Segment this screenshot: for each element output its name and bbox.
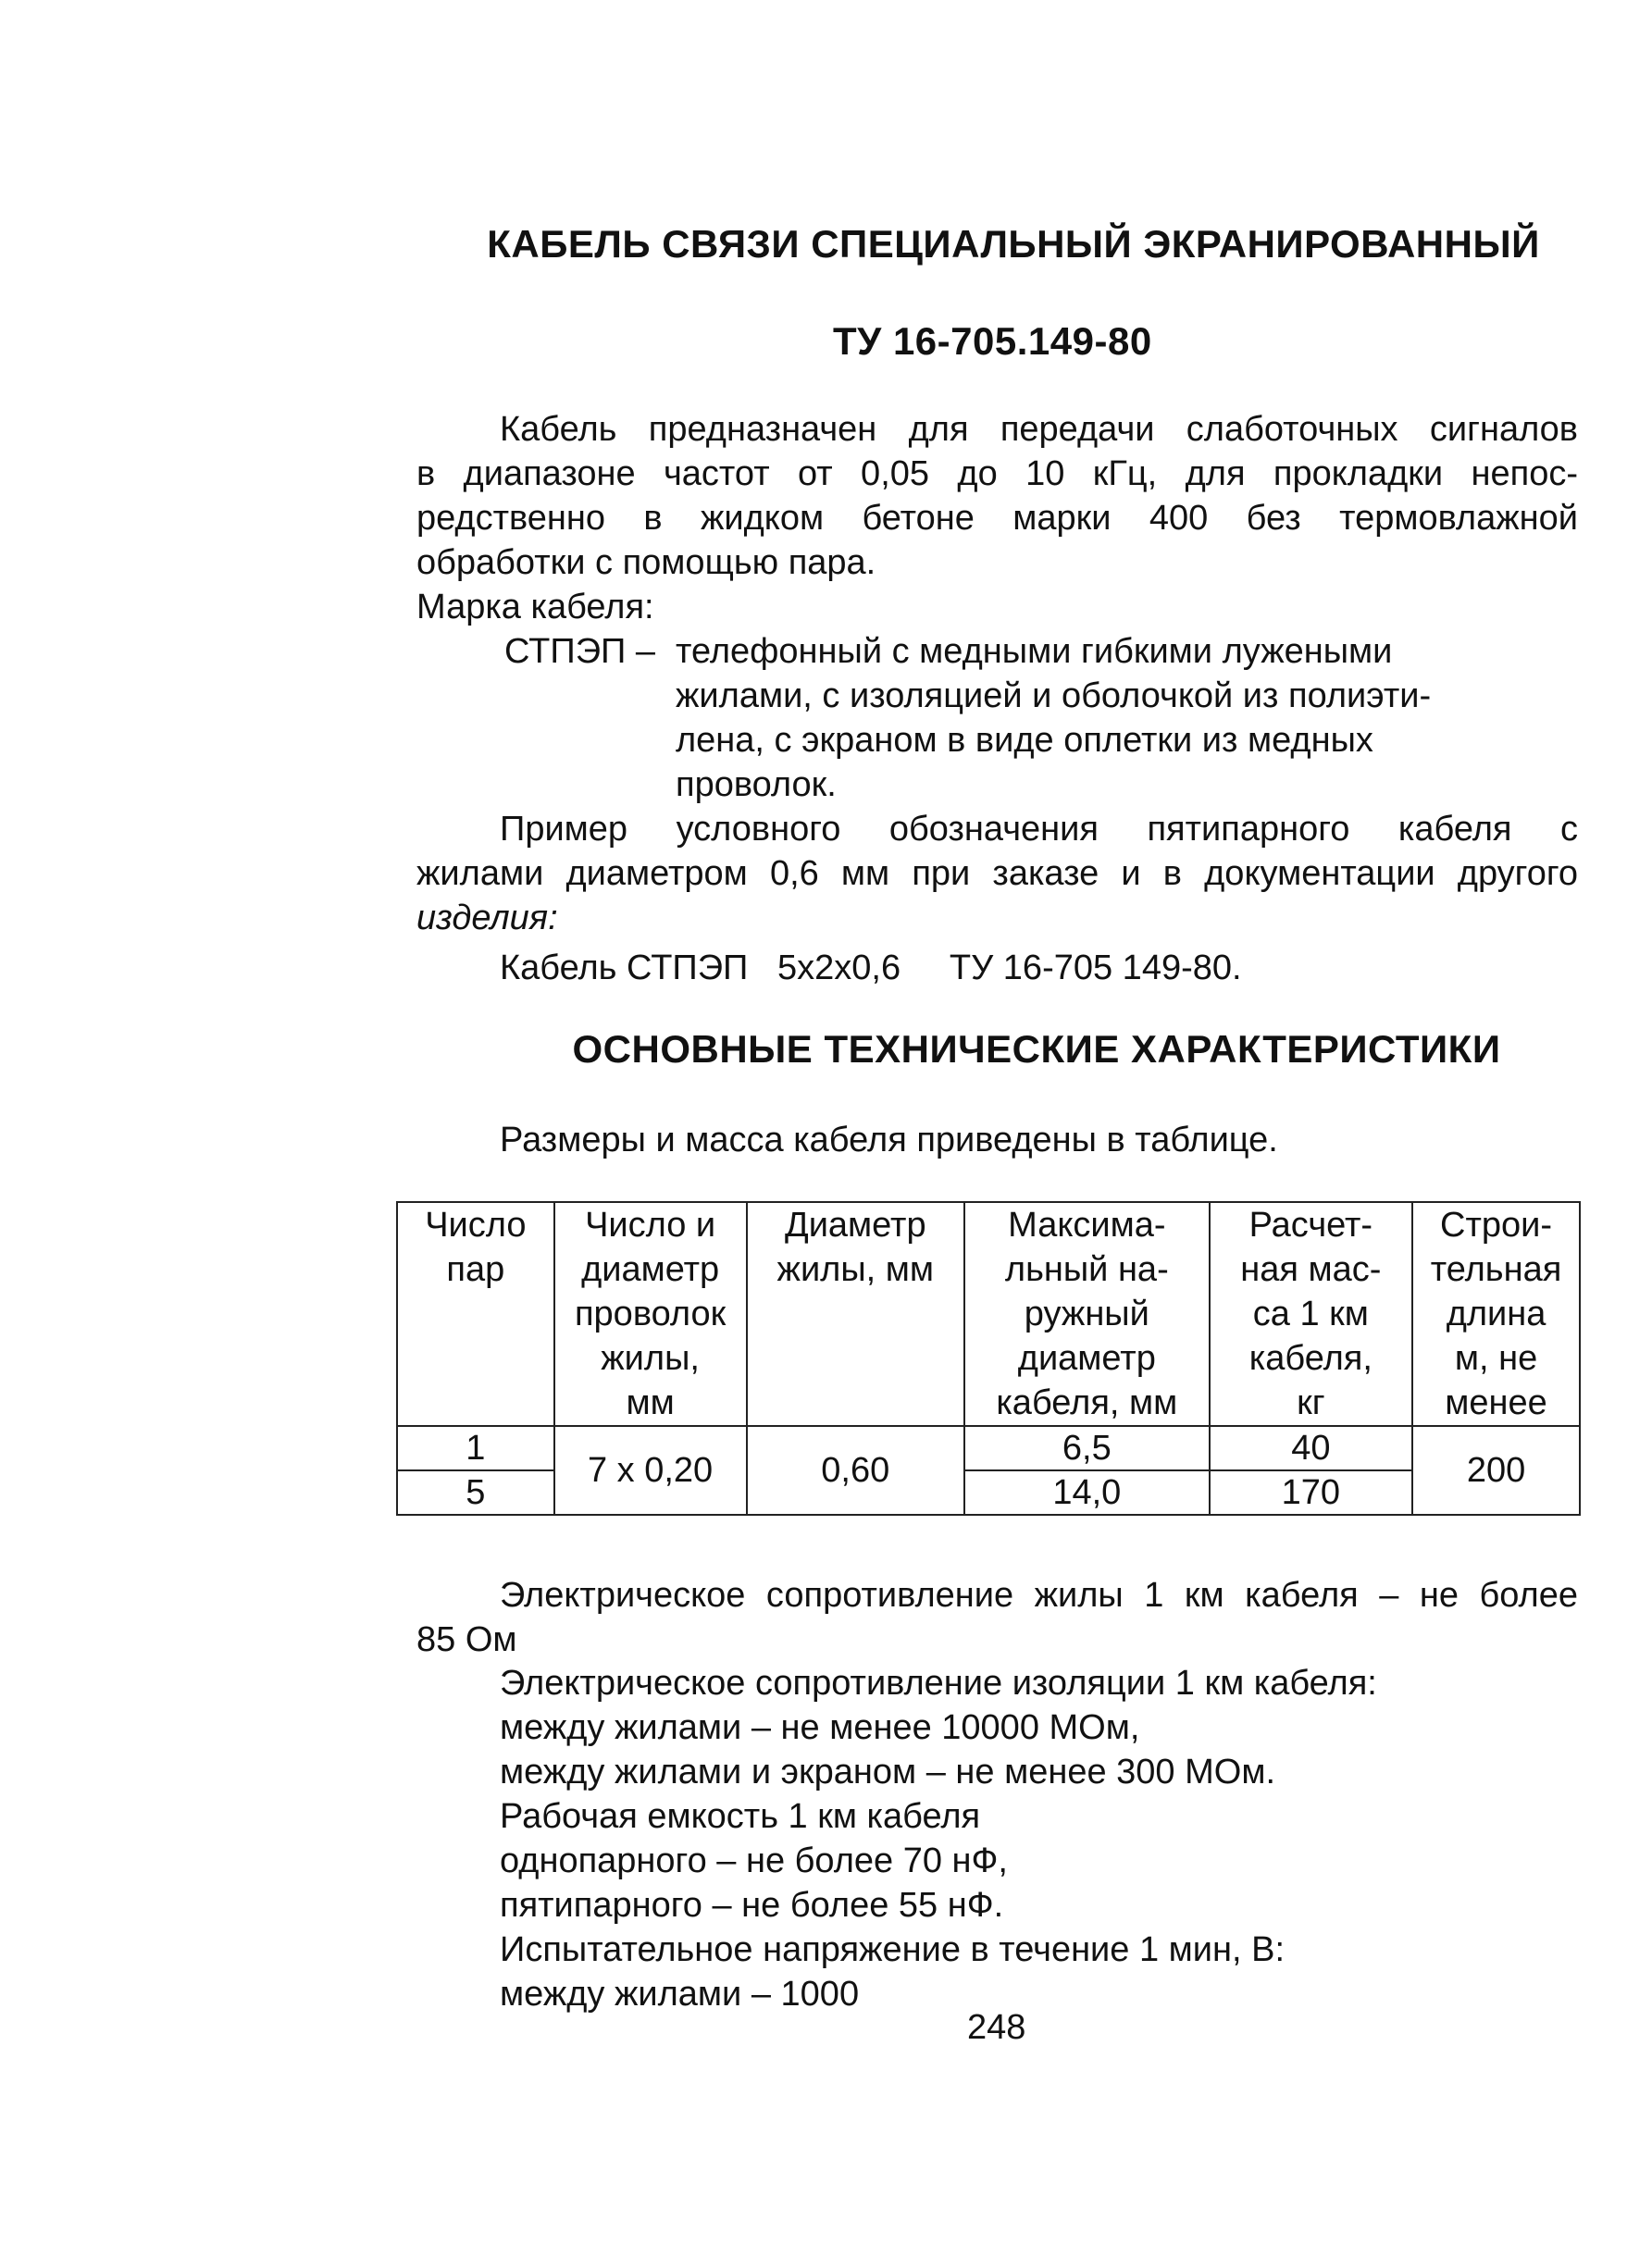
spec-line: Электрическое сопротивление изоляции 1 км кабеля:: [500, 1664, 1377, 1703]
spec-line: Испытательное напряжение в течение 1 мин, В:: [500, 1930, 1286, 1969]
spec-line: между жилами – 1000: [500, 1975, 860, 2014]
resistance-line: 85 Ом: [416, 1620, 517, 1659]
column-header-mass: Расчет- ная мас- са 1 км кабеля, кг: [1210, 1202, 1413, 1426]
intro-paragraph: [416, 407, 1578, 585]
cell-mass: 170: [1210, 1470, 1413, 1515]
page-number: 248: [967, 2008, 1026, 2047]
document-heading: КАБЕЛЬ СВЯЗИ СПЕЦИАЛЬНЫЙ ЭКРАНИРОВАННЫЙ: [487, 222, 1540, 266]
mark-desc-line: жилами, с изоляцией и оболочкой из полиэти-: [676, 676, 1432, 715]
table-row: [397, 1426, 1580, 1470]
cell-outer-diameter: 14,0: [964, 1470, 1210, 1515]
cell-core-diameter: 0,60: [747, 1426, 965, 1515]
resistance-paragraph: [416, 1573, 1578, 1662]
column-header-length: Строи- тельная длина м, не менее: [1412, 1202, 1580, 1426]
mark-desc-line: проволок.: [676, 765, 837, 804]
spec-number: ТУ 16-705.149-80: [833, 319, 1152, 363]
spec-line: Рабочая емкость 1 км кабеля: [500, 1797, 981, 1836]
spec-line: однопарного – не более 70 нФ,: [500, 1841, 1008, 1880]
mark-desc-line: телефонный с медными гибкими лужеными: [676, 632, 1393, 671]
section-title: ОСНОВНЫЕ ТЕХНИЧЕСКИЕ ХАРАКТЕРИСТИКИ: [572, 1027, 1501, 1071]
column-header-outer-diameter: Максима- льный на- ружный диаметр кабеля, мм: [964, 1202, 1210, 1426]
cell-outer-diameter: 6,5: [964, 1426, 1210, 1470]
mark-label: Марка кабеля:: [416, 588, 654, 626]
cell-pairs: 1: [397, 1426, 554, 1470]
electrical-specs: [500, 1661, 1377, 2016]
column-header-wires: Число и диаметр проволок жилы, мм: [554, 1202, 747, 1426]
intro-line: редственно в жидком бетоне марки 400 без термовлажной: [416, 499, 1578, 538]
example-designation: Кабель СТПЭП 5х2х0,6 ТУ 16-705 149-80.: [500, 948, 1242, 987]
intro-line: в диапазоне частот от 0,05 до 10 кГц, для прокладки непос-: [416, 454, 1578, 493]
cell-pairs: 5: [397, 1470, 554, 1515]
cell-mass: 40: [1210, 1426, 1413, 1470]
example-line: изделия:: [416, 899, 558, 937]
resistance-line: Электрическое сопротивление жилы 1 км кабеля – не более: [500, 1576, 1578, 1615]
column-header-core-diameter: Диаметр жилы, мм: [747, 1202, 965, 1426]
mark-code: СТПЭП –: [504, 632, 656, 671]
spec-line: между жилами – не менее 10000 МОм,: [500, 1708, 1140, 1747]
column-header-pairs: Число пар: [397, 1202, 554, 1426]
cell-wires: 7 х 0,20: [554, 1426, 747, 1515]
table-header-row: [397, 1202, 1580, 1426]
mark-description: [676, 629, 1431, 807]
spec-line: между жилами и экраном – не менее 300 МОм.: [500, 1753, 1276, 1791]
example-line: жилами диаметром 0,6 мм при заказе и в документации другого: [416, 854, 1578, 893]
intro-line: Кабель предназначен для передачи слаботочных сигналов: [500, 410, 1578, 449]
mark-desc-line: лена, с экраном в виде оплетки из медных: [676, 721, 1373, 760]
cell-length: 200: [1412, 1426, 1580, 1515]
intro-line: обработки с помощью пара.: [416, 543, 876, 582]
example-line: Пример условного обозначения пятипарного кабеля с: [500, 810, 1578, 849]
spec-line: пятипарного – не более 55 нФ.: [500, 1886, 1004, 1925]
example-paragraph: [416, 807, 1578, 940]
table-intro: Размеры и масса кабеля приведены в таблице.: [500, 1121, 1278, 1159]
cable-specs-table: [396, 1201, 1581, 1516]
